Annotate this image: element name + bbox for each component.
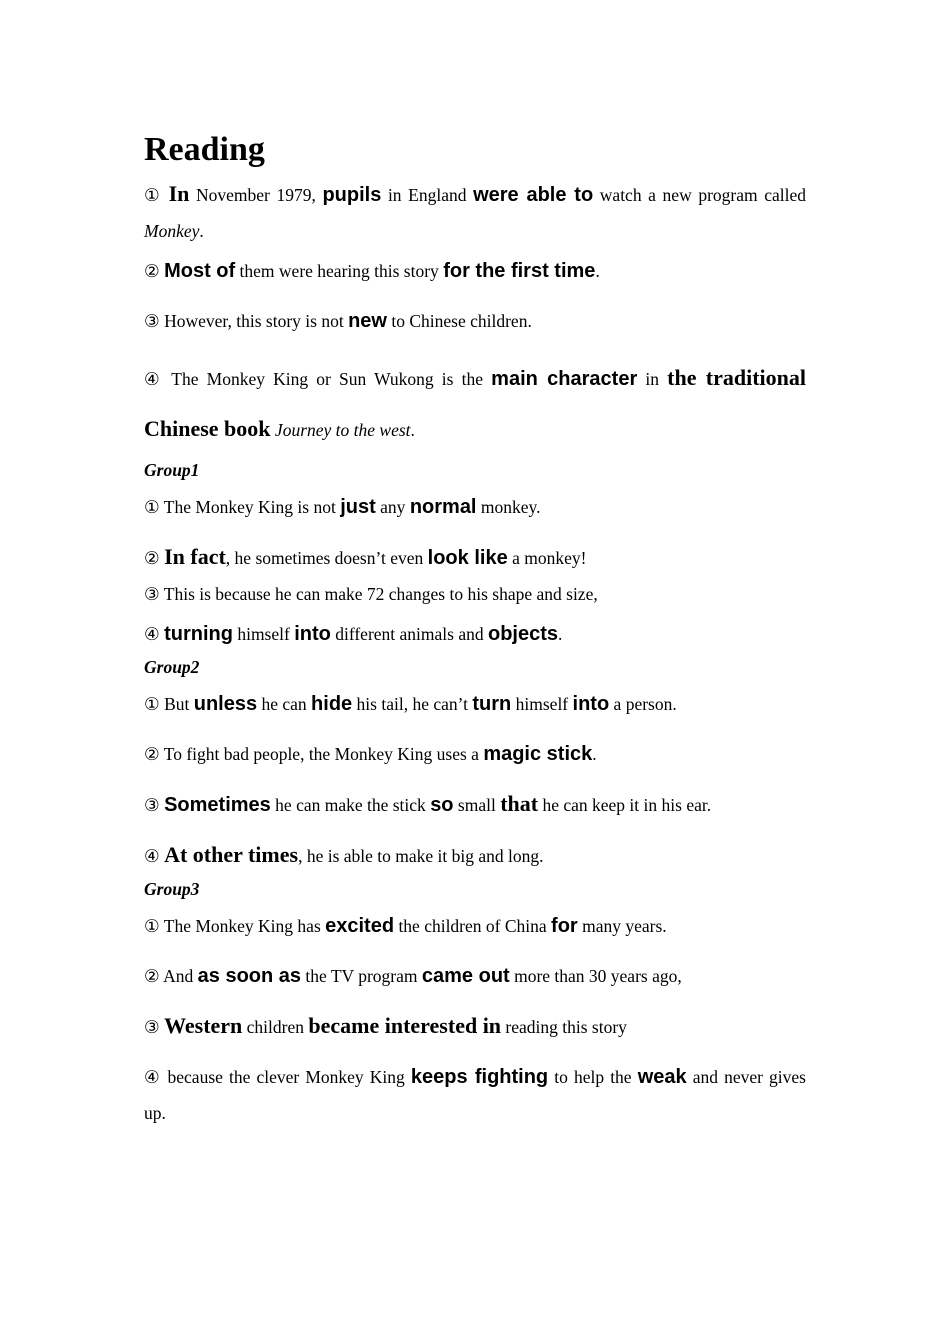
text: The Monkey King or Sun Wukong is the <box>163 369 492 389</box>
text: to help the <box>548 1067 638 1087</box>
text: to Chinese children. <box>387 311 532 331</box>
group2-sentence-4 <box>144 837 806 874</box>
text: The Monkey King is not <box>159 497 341 517</box>
text: . <box>199 221 204 241</box>
key-phrase: excited <box>325 915 395 937</box>
text: any <box>375 497 410 517</box>
sentence-number: ② <box>144 744 160 764</box>
group3-sentence-2 <box>144 958 806 994</box>
text: , he is able to make it big and long. <box>298 846 544 866</box>
text: different animals and <box>330 624 488 644</box>
key-phrase: At other times <box>164 842 299 867</box>
sentence-number: ④ <box>144 1067 162 1087</box>
text: The Monkey King has <box>159 916 326 936</box>
key-phrase: magic stick <box>483 743 593 765</box>
text: . <box>410 420 415 440</box>
group1-sentence-3 <box>144 576 806 612</box>
text: . <box>595 261 600 281</box>
sentence-number: ① <box>144 694 160 714</box>
key-phrase: Most of <box>164 260 236 282</box>
sentence-number: ① <box>144 185 162 205</box>
text: monkey. <box>476 497 541 517</box>
key-phrase: for <box>551 915 578 937</box>
key-phrase: were able to <box>473 184 594 206</box>
sentence-number: ③ <box>144 584 160 604</box>
group-label: Group3 <box>144 879 200 899</box>
group3-sentence-3 <box>144 1008 806 1045</box>
key-phrase: main character <box>491 368 638 390</box>
sentence-number: ④ <box>144 624 160 644</box>
group1-sentence-1 <box>144 489 806 525</box>
text: To fight bad people, the Monkey King uses a <box>159 744 484 764</box>
sentence-number: ③ <box>144 1017 160 1037</box>
key-phrase: look like <box>427 547 508 569</box>
key-phrase: In <box>168 181 190 206</box>
sentence-number: ② <box>144 261 160 281</box>
book-title: Journey to the west <box>274 420 411 440</box>
text: more than 30 years ago, <box>509 966 682 986</box>
key-phrase: into <box>572 693 610 715</box>
key-phrase: normal <box>409 496 477 518</box>
group2-sentence-1 <box>144 686 806 722</box>
text: he can <box>257 694 312 714</box>
group-label: Group2 <box>144 657 200 677</box>
key-phrase: for the first time <box>443 260 596 282</box>
sentence-number: ③ <box>144 795 160 815</box>
text: the children of China <box>394 916 552 936</box>
sentence-number: ④ <box>144 369 164 389</box>
key-phrase: into <box>294 623 331 645</box>
text: many years. <box>577 916 667 936</box>
text: small <box>453 795 501 815</box>
text: . <box>592 744 597 764</box>
sentence-number: ④ <box>144 846 160 866</box>
key-phrase: as soon as <box>197 965 302 987</box>
key-phrase: became interested in <box>308 1013 502 1038</box>
intro-sentence-3 <box>144 303 806 339</box>
text: And <box>159 966 198 986</box>
group1-sentence-2 <box>144 539 806 576</box>
text: himself <box>511 694 573 714</box>
intro-sentence-2 <box>144 253 806 289</box>
key-phrase: that <box>500 791 539 816</box>
text: he can keep it in his ear. <box>538 795 712 815</box>
text: himself <box>232 624 295 644</box>
key-phrase: new <box>348 310 387 332</box>
text: This is because he can make 72 changes to his shape and size, <box>159 584 598 604</box>
text: in <box>637 369 668 389</box>
key-phrase: objects <box>487 623 559 645</box>
key-phrase: the traditional Chinese book <box>144 365 806 441</box>
key-phrase: just <box>340 496 376 518</box>
text: in England <box>381 185 474 205</box>
text: reading this story <box>501 1017 627 1037</box>
key-phrase: turning <box>164 623 233 645</box>
key-phrase: keeps fighting <box>410 1066 549 1088</box>
text: a monkey! <box>507 548 587 568</box>
page-title: Reading <box>144 131 265 168</box>
text: But <box>159 694 194 714</box>
sentence-number: ③ <box>144 311 160 331</box>
text: and never gives up. <box>144 1067 806 1123</box>
text: , he sometimes doesn’t even <box>225 548 428 568</box>
sentence-number: ① <box>144 497 160 517</box>
text: watch a new program called <box>593 185 806 205</box>
group2-sentence-3 <box>144 786 806 823</box>
key-phrase: Western <box>164 1013 243 1038</box>
text: November 1979, <box>189 185 323 205</box>
sentence-number: ② <box>144 548 160 568</box>
sentence-number: ② <box>144 966 160 986</box>
group1-sentence-4 <box>144 616 806 652</box>
key-phrase: weak <box>637 1066 687 1088</box>
text: . <box>558 624 563 644</box>
program-name: Monkey <box>144 221 200 241</box>
key-phrase: unless <box>193 693 258 715</box>
text: However, this story is not <box>159 311 349 331</box>
key-phrase: turn <box>472 693 512 715</box>
text: because the clever Monkey King <box>161 1067 411 1087</box>
text: a person. <box>609 694 677 714</box>
text: children <box>242 1017 309 1037</box>
key-phrase: pupils <box>322 184 382 206</box>
sentence-number: ① <box>144 916 160 936</box>
group2-sentence-2 <box>144 736 806 772</box>
text: the TV program <box>301 966 422 986</box>
key-phrase: so <box>430 794 454 816</box>
key-phrase: In fact <box>164 544 226 569</box>
key-phrase: hide <box>311 693 353 715</box>
intro-sentence-1 <box>144 176 806 249</box>
group3-sentence-1 <box>144 908 806 944</box>
group-label: Group1 <box>144 460 200 480</box>
key-phrase: Sometimes <box>164 794 271 816</box>
intro-sentence-4 <box>144 353 806 455</box>
text: them were hearing this story <box>235 261 444 281</box>
key-phrase: came out <box>421 965 510 987</box>
group3-sentence-4 <box>144 1059 806 1131</box>
text: his tail, he can’t <box>352 694 473 714</box>
text: he can make the stick <box>270 795 431 815</box>
